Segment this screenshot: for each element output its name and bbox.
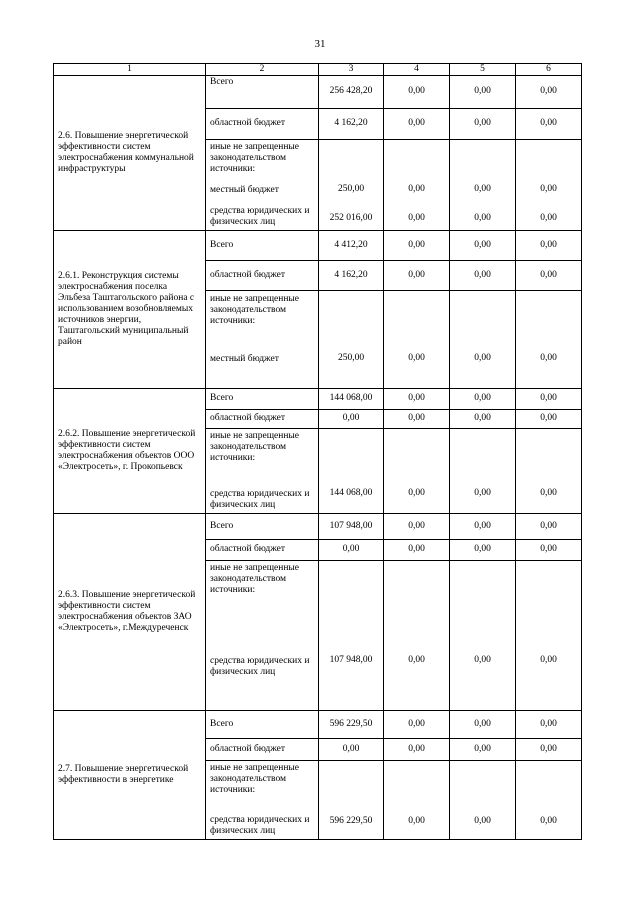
value-cell: 0,00 xyxy=(516,409,582,428)
section-name: 2.7. Повышение энергетической эффективности в энергетике xyxy=(54,710,206,839)
value-cell: 0,00 xyxy=(384,513,450,539)
source-label: иные не запрещенные законодательством источники: xyxy=(210,141,300,174)
regional-value: 4 162,20 xyxy=(319,108,384,139)
source-label: местный бюджет xyxy=(210,184,279,195)
value-cell: 0,00 xyxy=(384,108,450,139)
column-header: 2 xyxy=(206,64,319,76)
value-cell: 0,00 xyxy=(384,388,450,409)
source-label: иные не запрещенные законодательством источники: xyxy=(210,563,300,596)
value-cell: 0,00 xyxy=(516,260,582,290)
value-cell: 0,00 xyxy=(516,428,582,513)
value-cell: 0,00 xyxy=(384,409,450,428)
column-header: 4 xyxy=(384,64,450,76)
source-label: Всего xyxy=(206,75,319,108)
budget-table xyxy=(53,63,582,840)
table-row xyxy=(54,388,582,409)
value-cell: 0,00 xyxy=(450,108,516,139)
value-cell: 0,00 xyxy=(450,260,516,290)
value-cell: 0,00 xyxy=(450,230,516,260)
section-name: 2.6.3. Повышение энергетической эффективности систем электроснабжения объектов ЗАО «Электросеть», г.Междуреченск xyxy=(54,513,206,710)
value-group xyxy=(384,139,450,230)
source-label: иные не запрещенные законодательством источники: xyxy=(210,762,300,795)
source-group xyxy=(206,139,319,230)
value-cell: 0,00 xyxy=(450,428,516,513)
value-group xyxy=(450,139,516,230)
source-group xyxy=(206,428,319,513)
section-name: 2.6.2. Повышение энергетической эффективности систем электроснабжения объектов ООО «Электросеть», г. Прокопьевск xyxy=(54,388,206,513)
value-cell: 0,00 xyxy=(516,760,582,839)
source-label: Всего xyxy=(206,388,319,409)
column-header: 1 xyxy=(54,64,206,76)
source-label: Всего xyxy=(206,513,319,539)
value-cell: 0,00 xyxy=(516,539,582,560)
value-cell: 0,00 xyxy=(450,738,516,760)
legal-value: 107 948,00 xyxy=(319,560,384,710)
source-label: средства юридических и физических лиц xyxy=(210,815,310,836)
value-cell: 0,00 xyxy=(474,184,491,195)
total-value: 144 068,00 xyxy=(319,388,384,409)
value-cell: 0,00 xyxy=(540,184,557,195)
value-cell: 0,00 xyxy=(450,290,516,388)
table-row xyxy=(54,710,582,738)
value-cell: 0,00 xyxy=(384,428,450,513)
source-label: средства юридических и физических лиц xyxy=(210,655,310,677)
value-cell: 0,00 xyxy=(450,388,516,409)
value-cell: 0,00 xyxy=(450,539,516,560)
column-header: 6 xyxy=(516,64,582,76)
value-cell: 0,00 xyxy=(450,710,516,738)
value-cell: 0,00 xyxy=(516,513,582,539)
total-value: 4 412,20 xyxy=(319,230,384,260)
column-header: 3 xyxy=(319,64,384,76)
source-label: областной бюджет xyxy=(206,738,319,760)
source-label: Всего xyxy=(206,230,319,260)
legal-value: 596 229,50 xyxy=(319,760,384,839)
value-cell: 0,00 xyxy=(516,388,582,409)
value-cell: 0,00 xyxy=(384,738,450,760)
local-value: 250,00 xyxy=(319,290,384,388)
section-name: 2.6. Повышение энергетической эффективности систем электроснабжения коммунальной инфраструктуры xyxy=(54,75,206,230)
value-cell: 0,00 xyxy=(384,539,450,560)
value-cell: 0,00 xyxy=(450,75,516,108)
legal-value: 252 016,00 xyxy=(329,213,373,223)
table-row xyxy=(54,513,582,539)
value-cell: 0,00 xyxy=(384,75,450,108)
source-group xyxy=(206,290,319,388)
regional-value: 0,00 xyxy=(319,738,384,760)
legal-value: 144 068,00 xyxy=(319,428,384,513)
column-header: 5 xyxy=(450,64,516,76)
section-name: 2.6.1. Реконструкция системы электроснабжения поселка Эльбеза Таштагольского района с использованием возобновляемых источников энергии, Таштагольский муниципальный район xyxy=(54,230,206,388)
value-cell: 0,00 xyxy=(450,513,516,539)
value-group xyxy=(319,139,384,230)
value-cell: 0,00 xyxy=(516,560,582,710)
value-cell: 0,00 xyxy=(450,760,516,839)
source-label: областной бюджет xyxy=(206,409,319,428)
value-cell: 0,00 xyxy=(516,230,582,260)
value-cell: 0,00 xyxy=(384,710,450,738)
value-cell: 0,00 xyxy=(408,213,425,223)
local-value: 250,00 xyxy=(337,184,365,195)
regional-value: 4 162,20 xyxy=(319,260,384,290)
total-value: 107 948,00 xyxy=(319,513,384,539)
value-cell: 0,00 xyxy=(408,184,425,195)
value-cell: 0,00 xyxy=(384,260,450,290)
source-label: иные не запрещенные законодательством источники: xyxy=(210,430,300,463)
regional-value: 0,00 xyxy=(319,539,384,560)
value-cell: 0,00 xyxy=(516,710,582,738)
regional-value: 0,00 xyxy=(319,409,384,428)
source-label: Всего xyxy=(206,710,319,738)
table-row xyxy=(54,75,582,108)
value-group xyxy=(516,139,582,230)
value-cell: 0,00 xyxy=(516,75,582,108)
value-cell: 0,00 xyxy=(384,760,450,839)
total-value: 596 229,50 xyxy=(319,710,384,738)
value-cell: 0,00 xyxy=(450,409,516,428)
value-cell: 0,00 xyxy=(384,290,450,388)
source-label: областной бюджет xyxy=(206,260,319,290)
column-number-row xyxy=(54,64,582,76)
source-label: областной бюджет xyxy=(206,539,319,560)
source-group xyxy=(206,760,319,839)
value-cell: 0,00 xyxy=(450,560,516,710)
source-label: средства юридических и физических лиц xyxy=(210,489,310,510)
source-label: областной бюджет xyxy=(206,108,319,139)
source-label: иные не запрещенные законодательством источники: xyxy=(210,294,300,327)
page-number: 31 xyxy=(314,38,326,50)
source-label: местный бюджет xyxy=(210,353,279,364)
source-group xyxy=(206,560,319,710)
value-cell: 0,00 xyxy=(474,213,491,223)
value-cell: 0,00 xyxy=(384,230,450,260)
total-value: 256 428,20 xyxy=(319,75,384,108)
table-row xyxy=(54,230,582,260)
value-cell: 0,00 xyxy=(516,290,582,388)
value-cell: 0,00 xyxy=(540,213,557,223)
value-cell: 0,00 xyxy=(516,108,582,139)
value-cell: 0,00 xyxy=(516,738,582,760)
value-cell: 0,00 xyxy=(384,560,450,710)
source-label: средства юридических и физических лиц xyxy=(210,206,310,227)
